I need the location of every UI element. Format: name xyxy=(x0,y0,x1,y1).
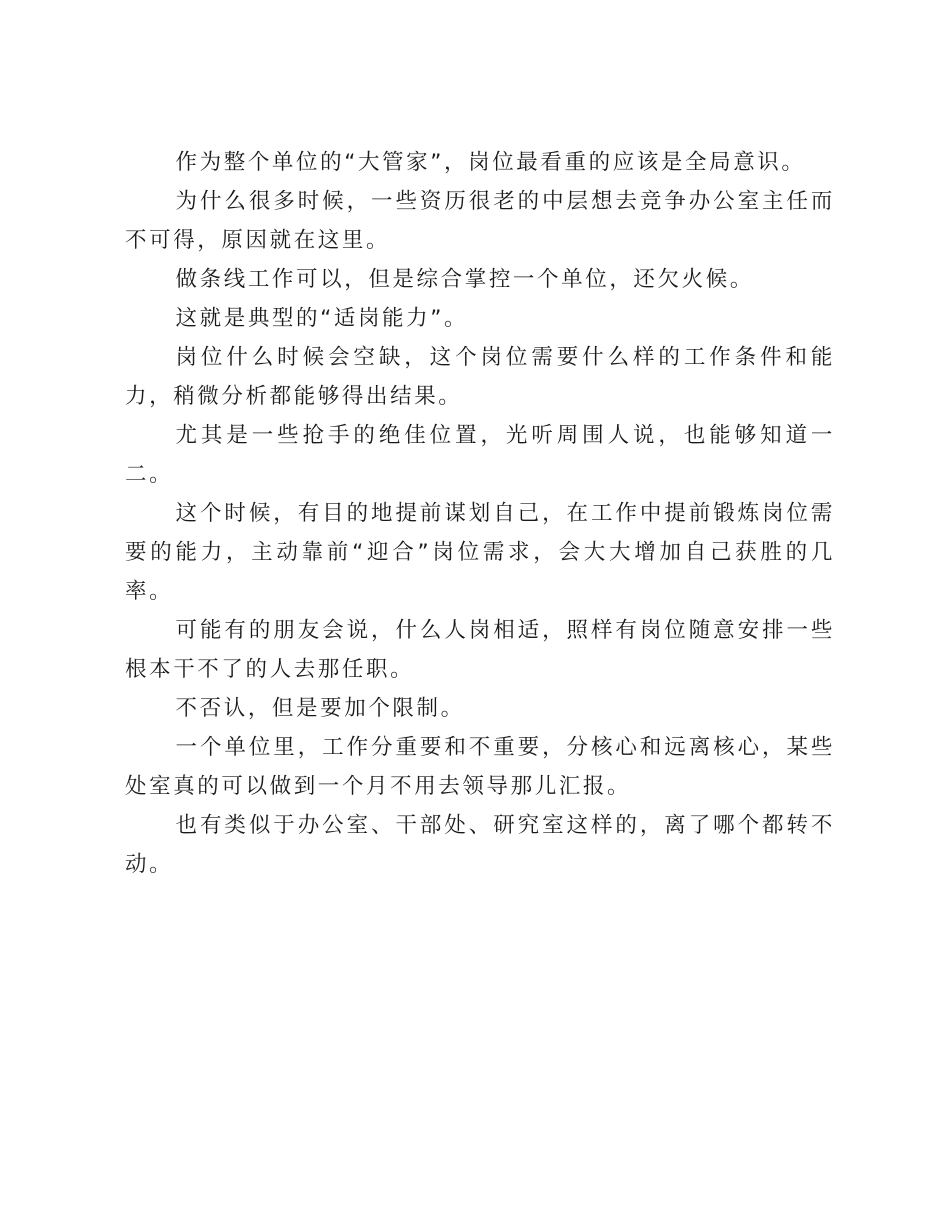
document-body xyxy=(125,143,835,884)
paragraph: 作为整个单位的“大管家”，岗位最看重的应该是全局意识。 xyxy=(175,150,806,175)
paragraph: 也有类似于办公室、干部处、研究室这样的，离了哪个都转不动。 xyxy=(125,813,835,877)
paragraph: 这就是典型的“适岗能力”。 xyxy=(175,306,469,331)
paragraph: 可能有的朋友会说，什么人岗相适，照样有岗位随意安排一些根本干不了的人去那任职。 xyxy=(125,618,835,682)
paragraph: 为什么很多时候，一些资历很老的中层想去竞争办公室主任而不可得，原因就在这里。 xyxy=(125,189,835,253)
paragraph: 尤其是一些抢手的绝佳位置，光听周围人说，也能够知道一二。 xyxy=(125,423,835,487)
paragraph: 一个单位里，工作分重要和不重要，分核心和远离核心，某些处室真的可以做到一个月不用去领导那儿汇报。 xyxy=(125,735,835,799)
paragraph: 这个时候，有目的地提前谋划自己，在工作中提前锻炼岗位需要的能力，主动靠前“迎合”岗位需求，会大大增加自己获胜的几率。 xyxy=(125,501,835,604)
paragraph: 做条线工作可以，但是综合掌控一个单位，还欠火候。 xyxy=(175,267,754,292)
paragraph: 岗位什么时候会空缺，这个岗位需要什么样的工作条件和能力，稍微分析都能够得出结果。 xyxy=(125,345,835,409)
paragraph: 不否认，但是要加个限制。 xyxy=(175,696,465,721)
